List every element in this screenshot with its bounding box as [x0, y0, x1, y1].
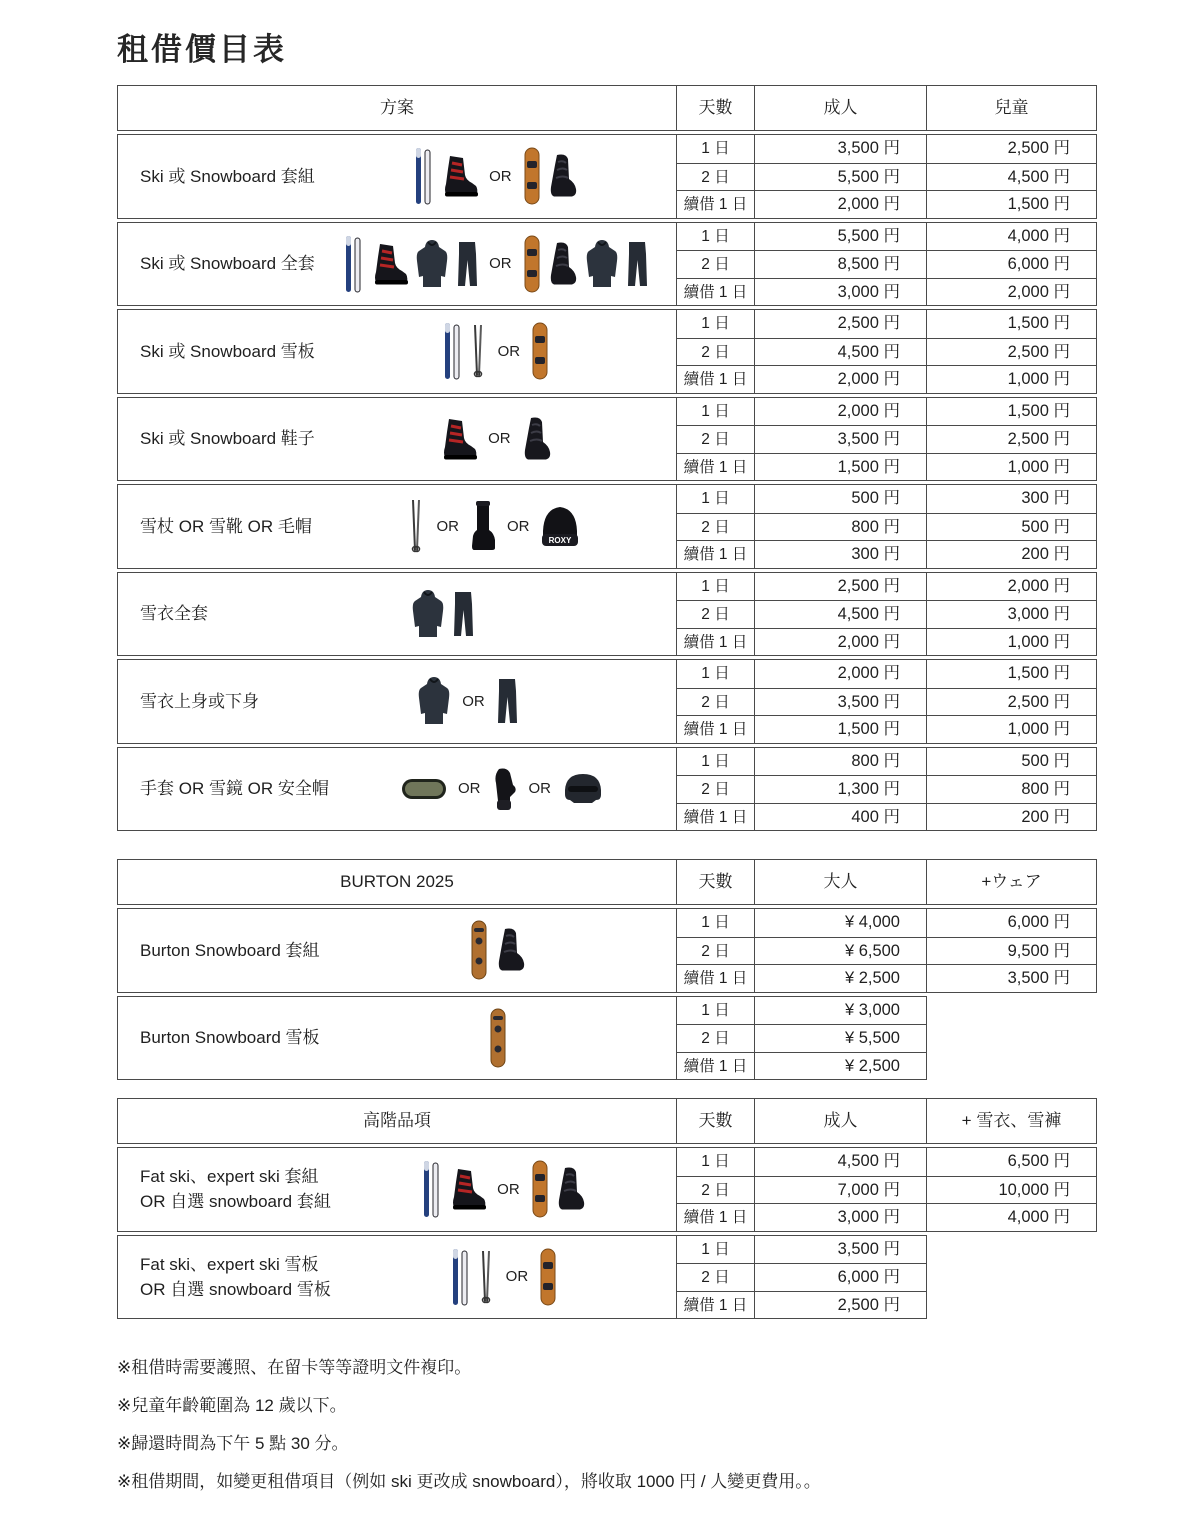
price-cell: 5,500 円 — [755, 163, 927, 191]
day-cell: 1 日 — [677, 660, 755, 688]
table-header-row — [117, 1098, 1097, 1144]
svg-text:ROXY: ROXY — [549, 536, 572, 546]
poles-icon — [407, 498, 425, 554]
plan-icons — [315, 147, 676, 205]
ski-boot-icon — [440, 154, 478, 198]
day-cell: 1 日 — [677, 310, 755, 338]
plan-icons — [315, 235, 676, 293]
ski-boot-icon — [439, 417, 477, 461]
price-cell: 2,000 円 — [755, 660, 927, 688]
day-cell: 續借 1 日 — [677, 278, 755, 306]
day-cell: 續借 1 日 — [677, 628, 755, 656]
plan-cell — [118, 1236, 677, 1319]
plan-cell — [118, 1148, 677, 1231]
price-table-2 — [117, 1098, 1191, 1319]
plan-label — [118, 1164, 331, 1214]
column-header: BURTON 2025 — [118, 860, 677, 904]
price-cell: 1,000 円 — [927, 715, 1096, 743]
snowboard-icon — [523, 235, 541, 293]
plan-label-line: 手套 OR 雪鏡 OR 安全帽 — [140, 779, 329, 799]
plan-group — [117, 222, 1097, 307]
price-cell: 800 円 — [755, 748, 927, 776]
snowboard-icon — [531, 322, 549, 380]
price-cell: 1,500 円 — [755, 715, 927, 743]
price-cell: 3,500 円 — [755, 425, 927, 453]
footnote: ※租借期間，如變更租借項目（例如 ski 更改成 snowboard），將收取 1000 円 / 人變更費用。。 — [117, 1472, 821, 1491]
day-cell: 續借 1 日 — [677, 1291, 755, 1319]
price-cell: 300 円 — [755, 540, 927, 568]
column-header: 天數 — [677, 860, 755, 904]
plan-label — [118, 426, 315, 451]
day-cell: 2 日 — [677, 1024, 755, 1052]
day-cell: 1 日 — [677, 135, 755, 163]
price-cell: 2,000 円 — [755, 398, 927, 426]
price-cell: 2,000 円 — [755, 365, 927, 393]
price-cell: ¥ 3,000 — [844, 1000, 900, 1019]
day-cell: 續借 1 日 — [677, 453, 755, 481]
price-cell: 2,000 円 — [1007, 576, 1070, 595]
snow-boot-icon — [470, 500, 496, 552]
pants-icon — [626, 240, 648, 288]
price-cell: 1,000 円 — [927, 628, 1096, 656]
plan-icons — [315, 416, 676, 462]
column-header: 高階品項 — [118, 1099, 677, 1143]
plan-label — [118, 514, 312, 539]
helmet-icon — [562, 772, 604, 806]
or-label: OR — [506, 517, 530, 535]
price-cell: 3,500 円 — [755, 135, 927, 163]
skis-icon — [442, 322, 462, 380]
column-header: 成人 — [755, 1099, 927, 1143]
day-cell: 續借 1 日 — [677, 803, 755, 831]
price-cell: 8,500 円 — [755, 250, 927, 278]
footnote: ※租借時需要護照、在留卡等等證明文件複印。 — [117, 1358, 472, 1377]
day-cell: 續借 1 日 — [677, 540, 755, 568]
day-cell: 2 日 — [677, 425, 755, 453]
skis-icon — [343, 235, 363, 293]
column-header: 天數 — [677, 86, 755, 130]
price-cell: 2,000 円 — [755, 190, 927, 218]
plan-label-line: 雪衣上身或下身 — [140, 691, 259, 711]
price-cell: 4,000 円 — [1007, 226, 1070, 245]
price-cell: 800 円 — [755, 513, 927, 541]
price-cell: 500 円 — [1021, 751, 1070, 770]
day-cell: 續借 1 日 — [677, 1203, 755, 1231]
or-label: OR — [497, 1180, 520, 1198]
price-cell: 500 円 — [755, 485, 927, 513]
goggles-icon — [401, 776, 447, 802]
plan-group — [117, 659, 1097, 744]
plan-label-line: 雪杖 OR 雪靴 OR 毛帽 — [140, 516, 312, 536]
price-table-1 — [117, 859, 1191, 1080]
price-cell: 1,500 円 — [755, 453, 927, 481]
plan-label — [118, 689, 259, 714]
plan-icons — [312, 498, 676, 554]
plan-cell — [118, 748, 677, 831]
plan-group — [117, 572, 1097, 657]
skis-icon — [421, 1160, 441, 1218]
plan-group — [117, 1235, 927, 1320]
day-cell: 2 日 — [677, 937, 755, 965]
price-cell: 2,500 円 — [927, 425, 1096, 453]
poles-icon — [469, 323, 487, 379]
price-cell: 200 円 — [927, 540, 1096, 568]
footnote: ※歸還時間為下午 5 點 30 分。 — [117, 1434, 349, 1453]
beanie-icon — [540, 505, 580, 547]
day-cell: 1 日 — [677, 573, 755, 601]
plan-icons — [315, 322, 676, 380]
day-cell: 1 日 — [677, 398, 755, 426]
price-cell: 2,500 円 — [755, 573, 927, 601]
skis-icon — [413, 147, 433, 205]
price-cell: 6,500 円 — [1007, 1152, 1070, 1170]
plan-label-line: Burton Snowboard 套組 — [140, 940, 320, 960]
table-header-row — [117, 859, 1097, 905]
skis-icon — [450, 1248, 470, 1306]
price-tables — [0, 85, 1191, 1319]
plan-label-line: Burton Snowboard 雪板 — [140, 1028, 320, 1048]
day-cell: 續借 1 日 — [677, 365, 755, 393]
plan-label-line: Ski 或 Snowboard 雪板 — [140, 341, 315, 361]
plan-label — [118, 601, 208, 626]
or-label: OR — [488, 430, 511, 448]
plan-label-line: Fat ski、expert ski 套組 — [140, 1167, 319, 1187]
price-cell: ¥ 2,500 — [755, 964, 927, 992]
price-cell: 200 円 — [927, 803, 1096, 831]
day-cell: 續借 1 日 — [677, 190, 755, 218]
plan-cell — [118, 485, 677, 568]
price-cell: ¥ 6,500 — [755, 937, 927, 965]
plan-cell — [118, 135, 677, 218]
price-cell: ¥ 5,500 — [755, 1024, 926, 1052]
price-cell: 2,500 円 — [927, 338, 1096, 366]
plan-cell — [118, 398, 677, 481]
jacket-icon — [411, 589, 445, 639]
price-cell: 4,500 円 — [755, 1148, 927, 1176]
plan-icons — [331, 1248, 676, 1306]
day-cell: 2 日 — [677, 513, 755, 541]
day-cell: 1 日 — [677, 1236, 755, 1264]
plan-label-line: Ski 或 Snowboard 套組 — [140, 166, 315, 186]
plan-cell — [118, 909, 677, 992]
jacket-icon — [415, 239, 449, 289]
plan-group — [117, 908, 1097, 993]
day-cell: 1 日 — [677, 223, 755, 251]
price-cell: ¥ 4,000 — [755, 909, 927, 937]
column-header: 兒童 — [994, 98, 1029, 117]
or-label: OR — [462, 692, 485, 710]
price-cell: ¥ 2,500 — [755, 1052, 926, 1080]
pants-icon — [456, 240, 478, 288]
plan-group — [117, 134, 1097, 219]
or-label: OR — [489, 255, 512, 273]
plan-group — [117, 996, 927, 1081]
price-cell: 6,000 円 — [1007, 913, 1070, 931]
column-header: +ウェア — [981, 872, 1042, 891]
price-cell: 6,000 円 — [927, 250, 1096, 278]
plan-group — [117, 309, 1097, 394]
ski-boot-icon — [370, 242, 408, 286]
price-cell: 7,000 円 — [755, 1176, 927, 1204]
or-label: OR — [457, 780, 481, 798]
price-cell: 3,000 円 — [755, 1203, 927, 1231]
plan-icons — [331, 1160, 676, 1218]
snowboard-boot-icon — [556, 1166, 586, 1212]
price-cell: 800 円 — [927, 775, 1096, 803]
plan-group — [117, 1147, 1097, 1232]
pants-icon — [452, 590, 474, 638]
price-cell: 2,500 円 — [755, 1291, 926, 1319]
plan-group — [117, 747, 1097, 832]
day-cell: 續借 1 日 — [677, 715, 755, 743]
day-cell: 2 日 — [677, 250, 755, 278]
price-cell: 5,500 円 — [755, 223, 927, 251]
price-cell: 500 円 — [927, 513, 1096, 541]
plan-group — [117, 397, 1097, 482]
price-cell: 1,500 円 — [1007, 401, 1070, 420]
price-cell: 1,500 円 — [1007, 664, 1070, 682]
or-label: OR — [528, 780, 551, 798]
price-cell: 3,000 円 — [927, 600, 1096, 628]
day-cell: 1 日 — [677, 997, 755, 1025]
snowboard-boot-icon — [522, 416, 552, 462]
day-cell: 2 日 — [677, 338, 755, 366]
plan-label — [118, 164, 315, 189]
page-title: 租借價目表 — [117, 32, 287, 67]
price-cell: 9,500 円 — [927, 937, 1096, 965]
column-header: 方案 — [118, 86, 677, 130]
plan-icons — [208, 589, 676, 639]
footnotes — [117, 1349, 1191, 1501]
plan-label-line: 雪衣全套 — [140, 604, 208, 624]
plan-label — [118, 251, 315, 276]
plan-icons — [259, 676, 676, 726]
day-cell: 2 日 — [677, 163, 755, 191]
or-label: OR — [505, 1268, 529, 1286]
price-cell: 2,000 円 — [755, 628, 927, 656]
plan-icons — [329, 767, 676, 811]
jacket-icon — [585, 239, 619, 289]
day-cell: 續借 1 日 — [677, 1052, 755, 1080]
burton-board-icon — [488, 1008, 508, 1068]
snowboard-boot-icon — [548, 153, 578, 199]
price-cell: 1,000 円 — [927, 453, 1096, 481]
plan-label — [118, 1025, 320, 1050]
price-cell: 3,000 円 — [755, 278, 927, 306]
plan-cell — [118, 997, 677, 1080]
day-cell: 1 日 — [677, 485, 755, 513]
or-label: OR — [436, 517, 459, 535]
footnote: ※兒童年齡範圍為 12 歲以下。 — [117, 1396, 347, 1415]
day-cell: 2 日 — [677, 1176, 755, 1204]
price-cell: 1,500 円 — [1007, 314, 1070, 332]
column-header: 大人 — [755, 860, 927, 904]
day-cell: 2 日 — [677, 688, 755, 716]
plan-label-line: Ski 或 Snowboard 鞋子 — [140, 429, 315, 449]
price-cell: 3,500 円 — [755, 688, 927, 716]
price-cell: 3,500 円 — [837, 1239, 900, 1258]
poles-icon — [477, 1249, 495, 1305]
price-cell: 4,500 円 — [755, 338, 927, 366]
glove-icon — [491, 767, 517, 811]
price-cell: 400 円 — [755, 803, 927, 831]
plan-label-line: OR 自選 snowboard 套組 — [140, 1192, 331, 1212]
plan-icons — [320, 1008, 676, 1068]
price-cell: 4,500 円 — [927, 163, 1096, 191]
plan-label-line: Fat ski、expert ski 雪板 — [140, 1254, 319, 1274]
day-cell: 1 日 — [677, 748, 755, 776]
day-cell: 1 日 — [677, 909, 755, 937]
price-cell: 1,300 円 — [755, 775, 927, 803]
plan-label-line: OR 自選 snowboard 雪板 — [140, 1279, 331, 1299]
day-cell: 1 日 — [677, 1148, 755, 1176]
column-header: 成人 — [755, 86, 927, 130]
snowboard-icon — [523, 147, 541, 205]
plan-icons — [320, 920, 676, 980]
snowboard-boot-icon — [548, 241, 578, 287]
day-cell: 2 日 — [677, 600, 755, 628]
snowboard-icon — [539, 1248, 557, 1306]
jacket-icon — [417, 676, 451, 726]
price-cell: 10,000 円 — [927, 1176, 1096, 1204]
price-cell: 2,500 円 — [1007, 139, 1070, 157]
plan-label — [118, 776, 329, 801]
or-label: OR — [497, 342, 521, 360]
price-cell: 4,500 円 — [755, 600, 927, 628]
price-cell: 1,500 円 — [927, 190, 1096, 218]
price-cell: 3,500 円 — [927, 964, 1096, 992]
day-cell: 續借 1 日 — [677, 964, 755, 992]
plan-cell — [118, 660, 677, 743]
price-cell: 2,500 円 — [927, 688, 1096, 716]
price-cell: 4,000 円 — [927, 1203, 1096, 1231]
table-header-row — [117, 85, 1097, 131]
pants-icon — [496, 677, 518, 725]
price-cell: 2,000 円 — [927, 278, 1096, 306]
plan-label — [118, 339, 315, 364]
day-cell: 2 日 — [677, 775, 755, 803]
or-label: OR — [489, 167, 512, 185]
plan-cell — [118, 573, 677, 656]
price-table-0 — [117, 85, 1191, 831]
column-header: 天數 — [677, 1099, 755, 1143]
plan-group — [117, 484, 1097, 569]
ski-boot-icon — [448, 1167, 486, 1211]
day-cell: 2 日 — [677, 1263, 755, 1291]
snowboard-icon — [531, 1160, 549, 1218]
column-header: + 雪衣、雪褲 — [961, 1111, 1062, 1130]
price-cell: 2,500 円 — [755, 310, 927, 338]
price-cell: 300 円 — [1021, 489, 1070, 507]
plan-label — [118, 938, 320, 963]
plan-cell — [118, 310, 677, 393]
plan-cell — [118, 223, 677, 306]
price-cell: 6,000 円 — [755, 1263, 926, 1291]
burton-board-icon — [469, 920, 489, 980]
snowboard-boot-icon — [496, 927, 526, 973]
plan-label-line: Ski 或 Snowboard 全套 — [140, 254, 315, 274]
price-cell: 1,000 円 — [927, 365, 1096, 393]
plan-label — [118, 1252, 331, 1302]
